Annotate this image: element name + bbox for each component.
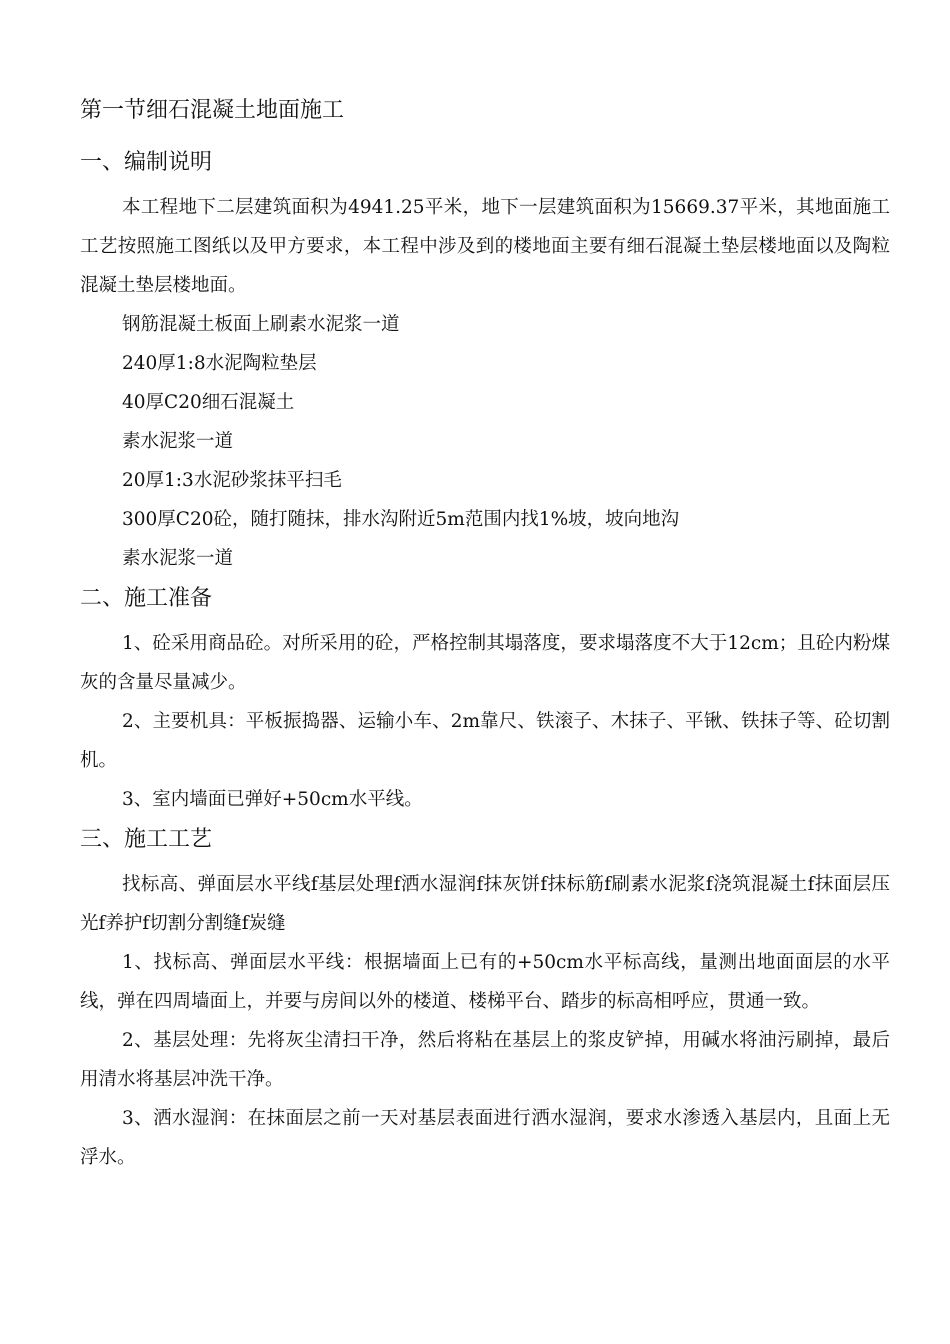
list-item: 1、砼采用商品砼。对所采用的砼，严格控制其塌落度，要求塌落度不大于12cm；且砼内粉煤灰的含量尽量减少。	[80, 633, 890, 693]
layer-item: 素水泥浆一道	[122, 431, 234, 452]
layer-item: 240厚1:8水泥陶粒垫层	[122, 353, 317, 374]
document-title: 第一节细石混凝土地面施工	[80, 98, 345, 123]
layer-item: 300厚C20砼，随打随抹，排水沟附近5m范围内找1%坡，坡向地沟	[122, 509, 680, 530]
list-item: 2、主要机具：平板振捣器、运输小车、2m靠尺、铁滚子、木抹子、平锹、铁抹子等、砼切割机。	[80, 711, 890, 771]
layer-item: 钢筋混凝土板面上刷素水泥浆一道	[122, 314, 400, 335]
process-flow: 找标高、弹面层水平线f基层处理f洒水湿润f抹灰饼f抹标筋f刷素水泥浆f浇筑混凝土f抹面层压光f养护f切割分割缝f炭缝	[80, 874, 890, 934]
section-heading: 一、编制说明	[80, 150, 213, 175]
section-construction-process	[80, 825, 890, 1177]
layer-item: 20厚1:3水泥砂浆抹平扫毛	[122, 470, 342, 491]
list-item: 2、基层处理：先将灰尘清扫干净，然后将粘在基层上的浆皮铲掉，用碱水将油污刷掉，最后用清水将基层冲洗干净。	[80, 1030, 890, 1090]
floor-layer-list	[80, 305, 890, 578]
section-heading: 三、施工工艺	[80, 827, 213, 852]
list-item: 1、找标高、弹面层水平线：根据墙面上已有的+50cm水平标高线，量测出地面面层的水平线，弹在四周墙面上，并要与房间以外的楼道、楼梯平台、踏步的标高相呼应，贯通一致。	[80, 952, 890, 1012]
body-paragraph: 本工程地下二层建筑面积为4941.25平米，地下一层建筑面积为15669.37平米，其地面施工工艺按照施工图纸以及甲方要求，本工程中涉及到的楼地面主要有细石混凝土垫层楼地面以及陶粒混凝土垫层楼地面。	[80, 197, 890, 296]
list-item: 3、洒水湿润：在抹面层之前一天对基层表面进行洒水湿润，要求水渗透入基层内，且面上无浮水。	[80, 1108, 890, 1168]
list-item: 3、室内墙面已弹好+50cm水平线。	[122, 789, 423, 810]
section-heading: 二、施工准备	[80, 586, 213, 611]
section-compilation-notes	[80, 148, 890, 578]
layer-item: 素水泥浆一道	[122, 548, 234, 569]
layer-item: 40厚C20细石混凝土	[122, 392, 295, 413]
section-construction-preparation	[80, 584, 890, 819]
